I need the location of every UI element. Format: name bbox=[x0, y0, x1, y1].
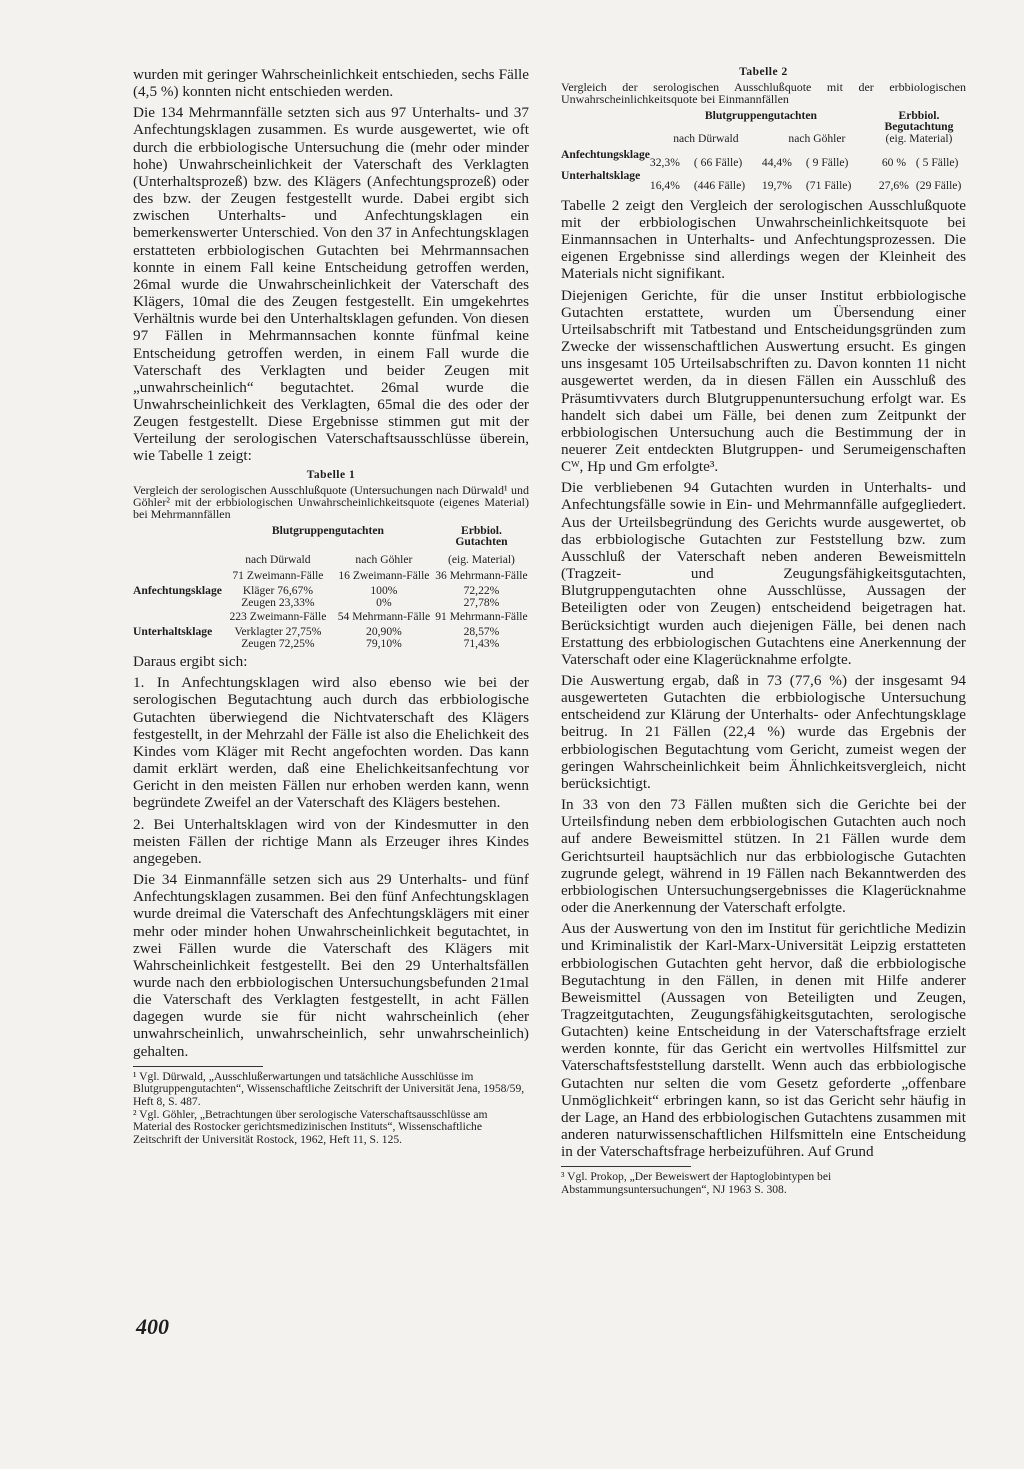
table2-row-label: Anfechtungsklage bbox=[561, 147, 650, 161]
table2-header-eig: (eig. Material) bbox=[885, 132, 953, 145]
table1-cell: 28,57% bbox=[463, 624, 500, 638]
table2-title: Tabelle 2 bbox=[739, 66, 788, 78]
table1-header-blood: Blutgruppengutachten bbox=[271, 523, 384, 537]
right-paragraph-4: Die Auswertung ergab, daß in 73 (77,6 %) der insgesamt 94 ausgewerteten Gutachten die erbbiologische Untersuchung entscheidend zur Klärung der Unterhalts- oder Anfechtungsklage beitrug. In 21 Fällen (22,4 %) wurde das Ergebnis der erbbiologischen Begutachtung vom Gericht, zumeist wegen der geringen Wahrscheinlichkeit beim Ähnlichkeitsvergleich, nicht berücksichtigt. bbox=[561, 672, 966, 792]
table1-header-gohler: nach Göhler bbox=[355, 553, 413, 566]
right-paragraph-3: Die verbliebenen 94 Gutachten wurden in Unterhalts- und Anfechtungsfälle sowie in Ein- und Mehrmannfälle aufgegliedert. Aus der Urteilsbegründung des Gerichts wurde ausgewertet, ob das erbbiologische Gutachten zur Feststellung bzw. zum Ausschluß der Vaterschaft neben anderen Beweismitteln (Tragzeit- und Zeugungsfähigkeitsgutachten, Blutgruppengutachten ohne Ausschlüsse, Aussagen der Beteiligten oder von Zeugen) entscheidend beigetragen hat. Berücksichtigt wurden auch diejenigen Fälle, bei denen nach Erstattung des erbbiologischen Gutachtens eine Anerkennung der Vaterschaft oder eine Klagerücknahme erfolgte. bbox=[561, 479, 966, 668]
table1-cell: Kläger 76,67% bbox=[242, 584, 313, 598]
table2-cell: 19,7% bbox=[761, 179, 792, 193]
table2-cell: 27,6% bbox=[878, 179, 909, 193]
table2 bbox=[561, 110, 966, 192]
table1-cell: 91 Mehrmann-Fälle bbox=[435, 610, 528, 624]
table1-row-label: Unterhaltsklage bbox=[133, 624, 213, 638]
footnote-divider bbox=[561, 1166, 691, 1167]
table1-cell: 72,22% bbox=[463, 584, 500, 598]
table2-header-blood: Blutgruppengutachten bbox=[704, 108, 817, 122]
table1-cell: Zeugen 23,33% bbox=[241, 595, 315, 609]
table1-cell: Zeugen 72,25% bbox=[241, 636, 315, 650]
footnote-2: ² Vgl. Göhler, „Betrachtungen über serologische Vaterschaftsausschlüsse am Material des Rostocker gerichtsmedizinischen Instituts“, Wissenschaftliche Zeitschrift der Universität Rostock, 1962, Heft 11, S. 125. bbox=[133, 1107, 488, 1146]
table2-cell: 44,4% bbox=[761, 155, 792, 169]
left-paragraph-0: wurden mit geringer Wahrscheinlichkeit entschieden, sechs Fälle (4,5 %) konnten nicht entschieden werden. bbox=[133, 66, 529, 101]
table1-header-eig: (eig. Material) bbox=[447, 553, 515, 566]
table1-cell: 54 Mehrmann-Fälle bbox=[337, 610, 431, 624]
table1-cell: 79,10% bbox=[366, 636, 402, 650]
right-paragraph-2: Diejenigen Gerichte, für die unser Institut erbbiologische Gutachten erstattete, wurden um Übersendung einer Urteilsabschrift mit Tatbestand und Entscheidungsgründen zum Zwecke der wissenschaftlichen Auswertung ersucht. Es gingen uns insgesamt 105 Urteilsabschriften zu. Davon konnten 11 nicht ausgewertet werden, da in diesen Fällen ein Ausschluß des Präsumtivvaters durch Blutgruppenuntersuchung erfolgt war. Es handelt sich dabei um Fälle, bei denen zum Zeitpunkt der erbbiologischen Untersuchung auch die Bestimmung der in neuerer Zeit entdeckten Blutgruppen- und Serumeigenschaften Cᵂ, Hp und Gm erfolgte³. bbox=[561, 286, 966, 476]
table2-cell: ( 9 Fälle) bbox=[805, 155, 849, 169]
left-paragraph-4: 2. Bei Unterhaltsklagen wird von der Kindesmutter in den meisten Fällen der richtige Mann als Erzeuger ihres Kindes angegeben. bbox=[133, 815, 529, 867]
right-paragraph-1: Tabelle 2 zeigt den Vergleich der serologischen Ausschlußquote mit der erbbiologischen Unwahrscheinlichkeitsquote bei Einmannsachen in Unterhalts- und Anfechtungsprozessen. Die eigenen Ergebnisse sind allerdings wegen der Kleinheit des Materials nicht signifikant. bbox=[561, 196, 966, 283]
table2-header-durwald: nach Dürwald bbox=[673, 132, 739, 145]
table1-title: Tabelle 1 bbox=[306, 468, 356, 481]
table2-cell: (446 Fälle) bbox=[693, 179, 746, 193]
left-paragraph-3: 1. In Anfechtungsklagen wird also ebenso wie bei der serologischen Begutachtung auch durch das erbbiologische Gutachten überwiegend die Nichtvaterschaft des Klägers festgestellt, in der Mehrzahl der Fälle ist also die Ehelichkeit des Kindes vom Kläger mit Recht angefochten worden. Das kann damit erklärt werden, daß eine Ehelichkeitsanfechtung vor Gericht in den meisten Fällen nur erhoben werden kann, wenn begründete Zweifel an der Vaterschaft des Klägers bestehen. bbox=[133, 674, 529, 812]
table1-cell: 100% bbox=[370, 584, 398, 598]
table1-header-durwald: nach Dürwald bbox=[245, 553, 311, 566]
table2-cell: (71 Fälle) bbox=[805, 179, 852, 193]
table1-cell: 223 Zweimann-Fälle bbox=[229, 610, 327, 624]
table2-row-label: Unterhaltsklage bbox=[561, 169, 641, 183]
table2-cell: (29 Fälle) bbox=[915, 179, 962, 193]
table1-header-erb: Erbbiol. Gutachten bbox=[455, 523, 508, 549]
table1-cell: Verklagter 27,75% bbox=[234, 624, 322, 638]
footnote-divider bbox=[133, 1066, 263, 1067]
table1 bbox=[133, 525, 529, 649]
footnote-1: ¹ Vgl. Dürwald, „Ausschlußerwartungen und tatsächliche Ausschlüsse im Blutgruppengutachten“, Wissenschaftliche Zeitschrift der Universität Jena, 1958/59, Heft 8, S. 487. bbox=[133, 1069, 525, 1108]
table1-cell: 71,43% bbox=[463, 636, 500, 650]
table1-caption: Vergleich der serologischen Ausschlußquote (Untersuchungen nach Dürwald¹ und Göhler² mit der erbbiologischen Unwahrscheinlichkeitsquote (eigenes Material) bei Mehrmannfällen bbox=[133, 482, 529, 522]
table1-cell: 0% bbox=[376, 595, 392, 609]
table1-cell: 71 Zweimann-Fälle bbox=[232, 568, 324, 582]
right-column bbox=[561, 64, 966, 1197]
left-paragraph-1: Die 134 Mehrmannfälle setzten sich aus 97 Unterhalts- und 37 Anfechtungsklagen zusammen. Es wurde ausgewertet, wie oft durch die erbbiologische Untersuchung die (mehr oder minder hohe) Unwahrscheinlichkeit der Vaterschaft des Verklagten (Unterhaltsprozeß) bzw. des Klägers (Anfechtungsprozeß) oder des bzw. der Zeugen festgestellt wurde. Dabei ergibt sich zwischen Unterhalts- und Anfechtungsklagen ein bemerkenswerter Unterschied. Von den 37 in Anfechtungsklagen erstatteten erbbiologischen Gutachten bei Mehrmannsachen konnte in einem Fall keine Entscheidung getroffen werden, 26mal wurde die Unwahrscheinlichkeit der Vaterschaft des Klägers, 10mal die des Zeugen festgestellt. Ein umgekehrtes Verhältnis wurde bei den Unterhaltsklagen gefunden. Von diesen 97 Fällen in Mehrmannsachen konnte fünfmal keine Entscheidung getroffen werden, in einem Fall wurde die Vaterschaft des Verklagten und beider Zeugen mit „unwahrscheinlich“ begutachtet. 26mal wurde die Unwahrscheinlichkeit des Verklagten, 65mal die des oder der Zeugen festgestellt. Diese Ergebnisse stimmen gut mit der Verteilung der serologischen Vaterschaftsausschlüsse überein, wie Tabelle 1 zeigt: bbox=[133, 104, 529, 465]
table2-header-erb: Erbbiol. Begutachtung bbox=[884, 108, 954, 134]
table2-caption: Vergleich der serologischen Ausschlußquote mit der erbbiologischen Unwahrscheinlichkeitsquote bei Einmannfällen bbox=[561, 80, 966, 107]
left-paragraph-5: Die 34 Einmannfälle setzen sich aus 29 Unterhalts- und fünf Anfechtungsklagen zusammen. Bei den fünf Anfechtungsklagen wurde dreimal die Vaterschaft des Anfechtungsklägers mit einer mehr oder minder hohen Unwahrscheinlichkeit begutachtet, in zwei Fällen wurde die Vaterschaft des Klägers mit Wahrscheinlichkeit festgestellt. Bei den 29 Unterhaltsfällen wurde nach den erbbiologischen Untersuchungsbefunden 21mal die Vaterschaft des Verklagten festgestellt, in acht Fällen dagegen wurde sie für nicht wahrscheinlich (eher unwahrscheinlich, unwahrscheinlich, sehr unwahrscheinlich) gehalten. bbox=[133, 871, 529, 1060]
table1-cell: 36 Mehrmann-Fälle bbox=[435, 568, 528, 582]
table2-cell: 16,4% bbox=[649, 179, 680, 193]
table2-cell: ( 66 Fälle) bbox=[693, 155, 743, 169]
left-paragraph-2: Daraus ergibt sich: bbox=[133, 653, 248, 671]
table1-row-label: Anfechtungsklage bbox=[133, 584, 222, 598]
table2-cell: 60 % bbox=[881, 155, 906, 169]
right-paragraph-5: In 33 von den 73 Fällen mußten sich die Gerichte bei der Urteilsfindung neben dem erbbiologischen Gutachten auch noch auf andere Beweismittel stützen. In 21 Fällen wurde dem Gerichtsurteil hauptsächlich nur das erbbiologische Gutachten zugrunde gelegt, während in 19 Fällen nach Bekanntwerden des erbbiologischen Untersuchungsergebnisses die Klagerücknahme oder die Anerkennung der Vaterschaft erfolgte. bbox=[561, 796, 966, 917]
table1-cell: 27,78% bbox=[463, 595, 500, 609]
table1-cell: 20,90% bbox=[366, 624, 402, 638]
table1-cell: 16 Zweimann-Fälle bbox=[338, 568, 430, 582]
left-column bbox=[133, 66, 529, 1146]
page-number: 400 bbox=[136, 1314, 169, 1339]
table2-cell: 32,3% bbox=[649, 155, 680, 169]
footnote-3: ³ Vgl. Prokop, „Der Beweiswert der Haptoglobintypen bei Abstammungsuntersuchungen“, NJ 1963 S. 308. bbox=[561, 1170, 832, 1196]
right-paragraph-6: Aus der Auswertung von den im Institut für gerichtliche Medizin und Kriminalistik der Karl-Marx-Universität Leipzig erstatteten erbbiologischen Gutachten geht hervor, daß die erbbiologische Begutachtung in den Fällen, in denen mit Hilfe anderer Beweismittel (Aussagen von Beteiligten und Zeugen, Tragzeitgutachten, Zeugungsfähigkeitsgutachten, serologische Gutachten) keine Entscheidung in der Vaterschaftsfrage erzielt werden konnte, für das Gericht ein wertvolles Hilfsmittel zur Vaterschaftsfeststellung darstellt. Wenn auch das erbbiologische Gutachten nur selten die vom Gesetz geforderte „offenbare Unmöglichkeit“ erbringen kann, so ist das Gericht sehr häufig in der Lage, an Hand des erbbiologischen Gutachtens zusammen mit anderen naturwissenschaftlichen Hilfsmitteln eine Entscheidung in der Vaterschaftsfrage herbeizuführen. Auf Grund bbox=[561, 920, 966, 1161]
table2-header-gohler: nach Göhler bbox=[788, 132, 846, 145]
table2-cell: ( 5 Fälle) bbox=[915, 155, 959, 169]
